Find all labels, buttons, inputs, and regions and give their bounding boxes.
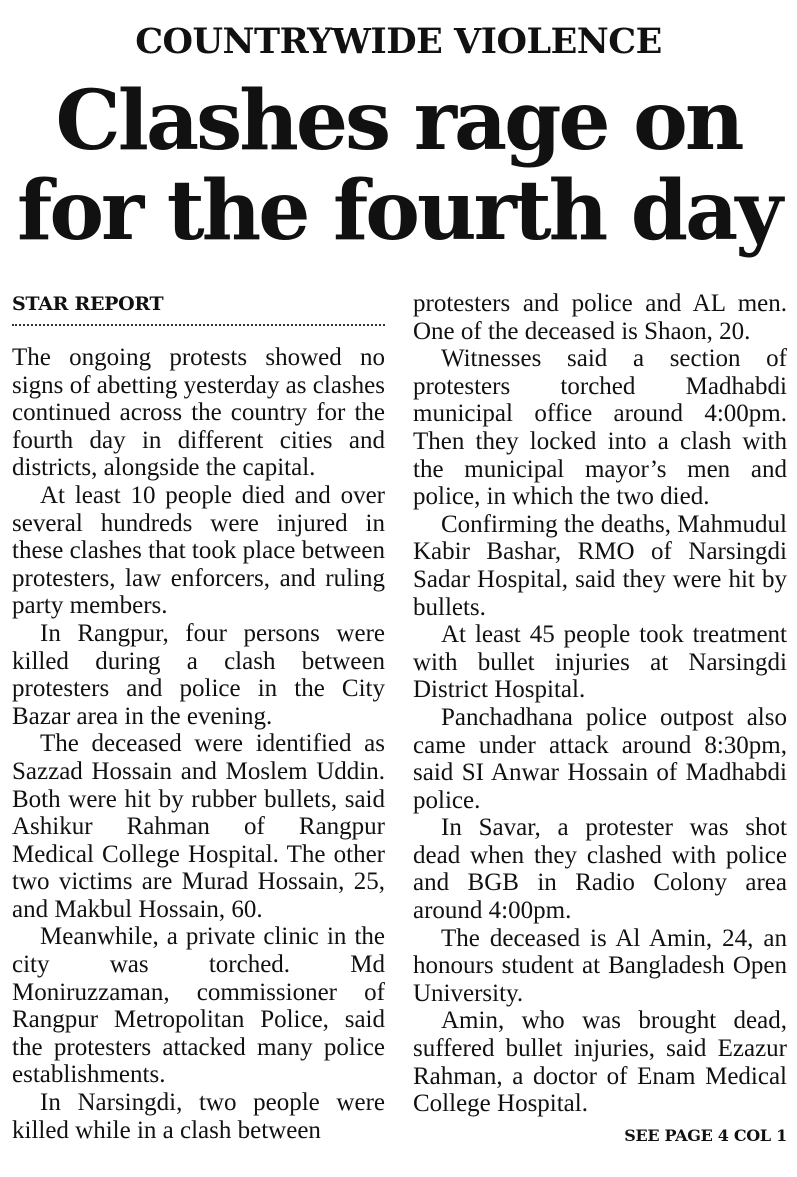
paragraph: In Rangpur, four persons were killed during a clash between protesters and police in the City Bazar area in the evening.	[12, 619, 385, 730]
headline	[0, 73, 797, 259]
kicker: COUNTRYWIDE VIOLENCE	[135, 21, 662, 62]
right-column	[413, 290, 787, 1149]
paragraph: Amin, who was brought dead, suffered bullet injuries, said Ezazur Rahman, a doctor of Enam Medical College Hospital.	[413, 1007, 787, 1118]
paragraph: At least 45 people took treatment with bullet injuries at Narsingdi District Hospital.	[413, 621, 787, 704]
headline-line-1: Clashes rage on	[55, 73, 742, 169]
paragraph: Witnesses said a section of protesters torched Madhabdi municipal office around 4:00pm. Then they locked into a clash with the municipal mayor’s men and police, in which the two died.	[413, 345, 787, 511]
paragraph: The deceased is Al Amin, 24, an honours student at Bangladesh Open University.	[413, 924, 787, 1007]
paragraph: Panchadhana police outpost also came under attack around 8:30pm, said SI Anwar Hossain of Madhabdi police.	[413, 703, 787, 814]
paragraph: The ongoing protests showed no signs of abetting yesterday as clashes continued across the country for the fourth day in different cities and districts, alongside the capital.	[12, 344, 385, 482]
paragraph: In Savar, a protester was shot dead when they clashed with police and BGB in Radio Colony area around 4:00pm.	[413, 814, 787, 925]
jump-line[interactable]: SEE PAGE 4 COL 1	[624, 1125, 787, 1145]
paragraph: In Narsingdi, two people were killed while in a clash between	[12, 1089, 385, 1144]
dotted-divider	[12, 324, 385, 326]
headline-line-2: for the fourth day	[17, 163, 780, 259]
byline: STAR REPORT	[12, 293, 164, 315]
paragraph: The deceased were identified as Sazzad Hossain and Moslem Uddin. Both were hit by rubber bullets, said Ashikur Rahman of Rangpur Medical College Hospital. The other two victims are Murad Hossain, 25, and Makbul Hossain, 60.	[12, 730, 385, 923]
left-column	[12, 290, 385, 1144]
paragraph: Meanwhile, a private clinic in the city was torched. Md Moniruzzaman, commissioner of Rangpur Metropolitan Police, said the protesters attacked many police establishments.	[12, 923, 385, 1089]
paragraph: At least 10 people died and over several hundreds were injured in these clashes that took place between protesters, law enforcers, and ruling party members.	[12, 481, 385, 620]
paragraph: protesters and police and AL men. One of the deceased is Shaon, 20.	[413, 290, 787, 345]
paragraph: Confirming the deaths, Mahmudul Kabir Bashar, RMO of Narsingdi Sadar Hospital, said they were hit by bullets.	[413, 510, 787, 621]
